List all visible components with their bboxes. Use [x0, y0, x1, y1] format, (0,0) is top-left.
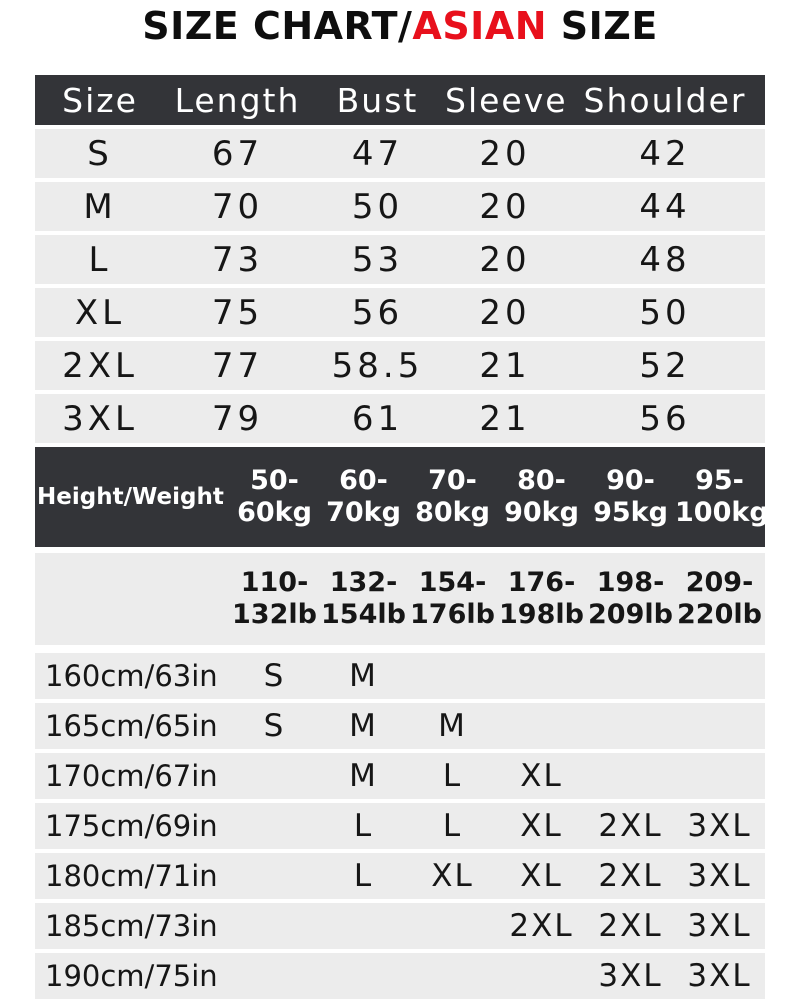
lb-range-line1: 176- [507, 567, 576, 599]
shoulder-cell: 44 [639, 186, 691, 227]
lb-range-cell [319, 567, 408, 631]
col-header-sleeve: Sleeve [445, 80, 568, 120]
lb-range-line1: 110- [240, 567, 309, 599]
size-cell: XL [74, 292, 126, 333]
size-table-header-row [35, 75, 765, 125]
rec-size-cell: L [442, 807, 463, 844]
lb-range-line1: 132- [329, 567, 398, 599]
height-label: 180cm/71in [45, 859, 218, 893]
lb-range-cell [586, 567, 675, 631]
col-header-bust: Bust [336, 80, 419, 120]
kg-range-line1: 70- [428, 465, 477, 497]
height-row-165 [35, 703, 765, 749]
length-cell: 77 [211, 345, 264, 386]
height-row-160 [35, 653, 765, 699]
bust-cell: 53 [351, 239, 404, 280]
lb-range-line1: 198- [596, 567, 665, 599]
lb-range-line2: 132lb [232, 599, 317, 630]
kg-range-line2: 60kg [237, 497, 312, 528]
kg-range-line1: 90- [606, 465, 655, 497]
rec-size-cell: 2XL [598, 907, 663, 944]
kg-range-line2: 70kg [326, 497, 401, 528]
size-cell: L [88, 239, 112, 280]
size-row-s [35, 129, 765, 178]
lb-range-cell [497, 567, 586, 631]
kg-range-cell [675, 465, 769, 529]
title-highlight: ASIAN [412, 4, 548, 48]
lb-range-line2: 198lb [499, 599, 584, 630]
rec-size-cell: S [263, 707, 286, 744]
kg-range-line2: 90kg [504, 497, 579, 528]
lb-range-line2: 154lb [321, 599, 406, 630]
kg-range-line1: 50- [250, 465, 299, 497]
height-label: 190cm/75in [45, 959, 218, 993]
shoulder-cell: 52 [639, 345, 691, 386]
length-cell: 67 [211, 133, 264, 174]
bust-cell: 56 [351, 292, 404, 333]
rec-size-cell: XL [520, 757, 563, 794]
chart-title [0, 4, 800, 48]
lb-range-row [35, 553, 765, 645]
shoulder-cell: 50 [639, 292, 691, 333]
rec-size-cell: 2XL [509, 907, 574, 944]
lb-range-line2: 209lb [588, 599, 673, 630]
rec-size-cell: S [263, 657, 286, 694]
sleeve-cell: 21 [479, 345, 531, 386]
height-row-180 [35, 853, 765, 899]
size-cell: 2XL [62, 345, 138, 386]
lb-range-line1: 209- [685, 567, 754, 599]
length-cell: 73 [211, 239, 264, 280]
rec-size-cell: M [349, 757, 378, 794]
height-row-175 [35, 803, 765, 849]
kg-range-cell [586, 465, 675, 529]
length-cell: 70 [211, 186, 264, 227]
lb-range-cell [675, 567, 764, 631]
col-header-length: Length [174, 80, 301, 120]
kg-range-line2: 100kg [675, 497, 769, 528]
size-row-l [35, 235, 765, 284]
rec-size-cell: M [349, 657, 378, 694]
kg-range-line1: 60- [339, 465, 388, 497]
height-label: 175cm/69in [45, 809, 218, 843]
sleeve-cell: 20 [479, 186, 531, 227]
col-header-shoulder: Shoulder [583, 80, 747, 120]
bust-cell: 58.5 [331, 345, 424, 386]
lb-range-line2: 220lb [677, 599, 762, 630]
rec-size-cell: 3XL [687, 907, 752, 944]
bust-cell: 61 [351, 398, 404, 439]
rec-size-cell: XL [520, 807, 563, 844]
title-suffix: SIZE [547, 4, 658, 48]
length-cell: 79 [211, 398, 264, 439]
lb-range-line1: 154- [418, 567, 487, 599]
rec-size-cell: L [353, 857, 374, 894]
height-label: 185cm/73in [45, 909, 218, 943]
size-cell: M [83, 186, 117, 227]
length-cell: 75 [211, 292, 264, 333]
height-label: 160cm/63in [45, 659, 218, 693]
rec-size-cell: L [353, 807, 374, 844]
height-label: 170cm/67in [45, 759, 218, 793]
rec-size-cell: M [438, 707, 467, 744]
shoulder-cell: 42 [639, 133, 691, 174]
shoulder-cell: 48 [639, 239, 691, 280]
rec-size-cell: 3XL [687, 857, 752, 894]
lb-range-line2: 176lb [410, 599, 495, 630]
title-prefix: SIZE CHART/ [142, 4, 413, 48]
lb-range-cell [408, 567, 497, 631]
rec-size-cell: XL [431, 857, 474, 894]
kg-range-line2: 95kg [593, 497, 668, 528]
size-cell: 3XL [62, 398, 138, 439]
sleeve-cell: 21 [479, 398, 531, 439]
shoulder-cell: 56 [639, 398, 691, 439]
height-row-185 [35, 903, 765, 949]
kg-range-line1: 95- [695, 465, 744, 497]
kg-range-line1: 80- [517, 465, 566, 497]
bust-cell: 50 [351, 186, 404, 227]
col-header-size: Size [62, 80, 138, 120]
kg-range-cell [408, 465, 497, 529]
size-row-xl [35, 288, 765, 337]
rec-size-cell: 2XL [598, 807, 663, 844]
kg-range-line2: 80kg [415, 497, 490, 528]
rec-size-cell: L [442, 757, 463, 794]
size-row-3xl [35, 394, 765, 443]
height-weight-band [35, 447, 769, 547]
kg-range-cell [497, 465, 586, 529]
size-row-m [35, 182, 765, 231]
sleeve-cell: 20 [479, 292, 531, 333]
height-row-190 [35, 953, 765, 999]
rec-size-cell: 3XL [598, 957, 663, 994]
height-label: 165cm/65in [45, 709, 218, 743]
rec-size-cell: M [349, 707, 378, 744]
size-row-2xl [35, 341, 765, 390]
sleeve-cell: 20 [479, 239, 531, 280]
bust-cell: 47 [351, 133, 404, 174]
height-weight-label: Height/Weight [37, 484, 224, 510]
sleeve-cell: 20 [479, 133, 531, 174]
kg-range-cell [319, 465, 408, 529]
size-cell: S [87, 133, 113, 174]
lb-range-cell [230, 567, 319, 631]
rec-size-cell: 3XL [687, 957, 752, 994]
rec-size-cell: 3XL [687, 807, 752, 844]
rec-size-cell: 2XL [598, 857, 663, 894]
height-row-170 [35, 753, 765, 799]
kg-range-cell [230, 465, 319, 529]
rec-size-cell: XL [520, 857, 563, 894]
